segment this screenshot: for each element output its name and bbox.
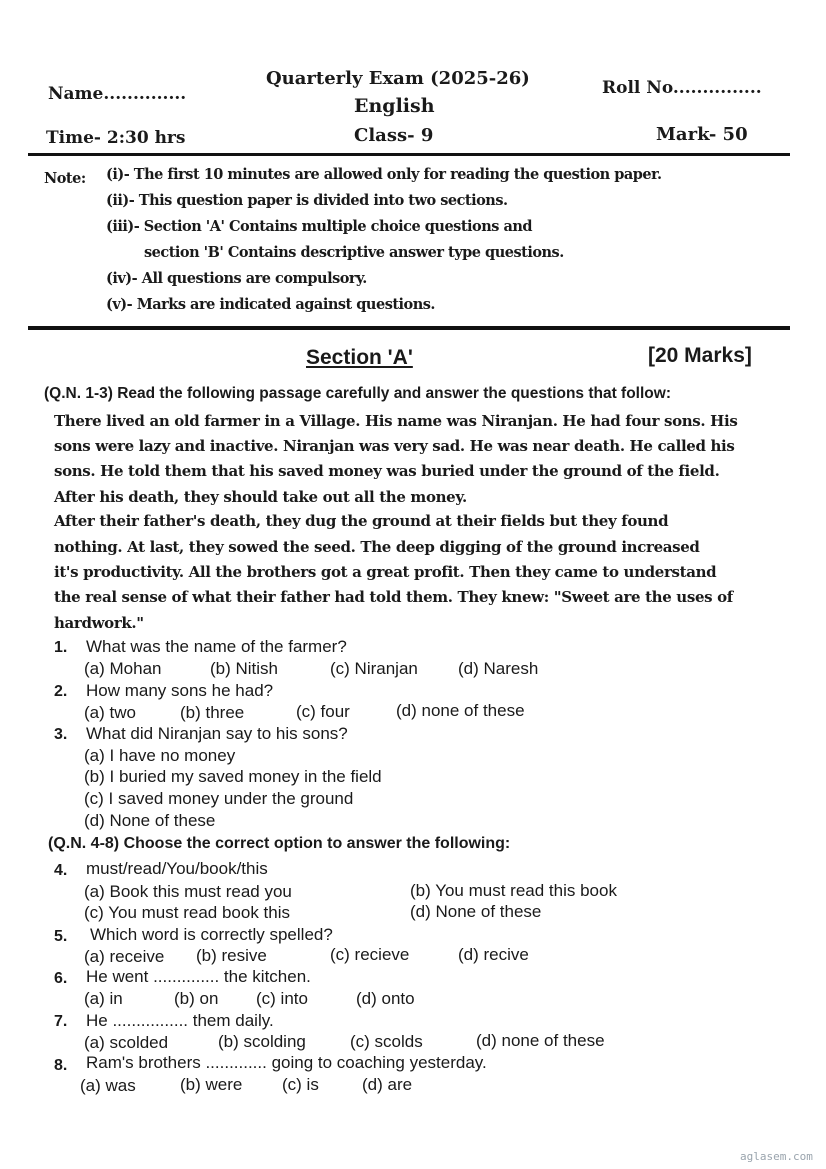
- option: (c) You must read book this: [84, 903, 291, 922]
- passage-line: nothing. At last, they sowed the seed. The deep digging of the ground increased: [54, 538, 700, 556]
- question-text: He ................ them daily.: [86, 1011, 274, 1030]
- option: (a) I have no money: [84, 746, 236, 765]
- watermark: aglasem.com: [740, 1150, 813, 1163]
- grammar-heading: (Q.N. 4-8) Choose the correct option to answer the following:: [48, 835, 511, 852]
- option: (d) Naresh: [458, 659, 539, 678]
- option: (d) recive: [458, 945, 529, 964]
- passage-heading: (Q.N. 1-3) Read the following passage carefully and answer the questions that follow:: [44, 385, 671, 402]
- total-marks: Mark- 50: [656, 124, 748, 145]
- section-a-marks: [20 Marks]: [648, 344, 752, 367]
- option: (d) None of these: [410, 902, 542, 921]
- question-number: 1.: [54, 639, 68, 656]
- question-text: must/read/You/book/this: [86, 859, 268, 878]
- option: (b) resive: [196, 946, 267, 965]
- option: (b) You must read this book: [410, 881, 617, 900]
- option: (c) recieve: [330, 945, 410, 964]
- question-number: 7.: [54, 1013, 68, 1030]
- class-label: Class- 9: [354, 125, 434, 146]
- note-item: (v)- Marks are indicated against questions.: [106, 296, 435, 313]
- option: (d) none of these: [476, 1031, 605, 1050]
- passage-line: hardwork.": [54, 614, 144, 632]
- subject-title: English: [354, 95, 435, 117]
- passage-line: After their father's death, they dug the ground at their fields but they found: [54, 512, 669, 530]
- option: (a) scolded: [84, 1033, 169, 1052]
- option: (d) are: [362, 1075, 413, 1094]
- header-divider: [28, 153, 790, 156]
- option: (b) on: [174, 989, 219, 1008]
- roll-number-label: Roll No...............: [602, 78, 762, 98]
- note-item: (iii)- Section 'A' Contains multiple choice questions and: [106, 218, 533, 235]
- option: (c) Niranjan: [330, 659, 418, 678]
- option: (b) were: [180, 1075, 243, 1094]
- note-item: (iv)- All questions are compulsory.: [106, 270, 367, 287]
- question-text: How many sons he had?: [86, 681, 274, 700]
- question-text: What was the name of the farmer?: [86, 637, 347, 656]
- option: (a) in: [84, 989, 123, 1008]
- passage-line: There lived an old farmer in a Village. His name was Niranjan. He had four sons. His: [54, 412, 738, 430]
- question-number: 6.: [54, 970, 68, 987]
- section-a-title: Section 'A': [306, 346, 413, 369]
- option: (d) onto: [356, 989, 415, 1008]
- option: (b) scolding: [218, 1032, 306, 1051]
- question-number: 3.: [54, 726, 68, 743]
- exam-title: Quarterly Exam (2025-26): [266, 68, 530, 89]
- question-text: What did Niranjan say to his sons?: [86, 724, 348, 743]
- note-label: Note:: [44, 170, 86, 187]
- passage-line: After his death, they should take out all the money.: [54, 488, 467, 506]
- note-item: (i)- The first 10 minutes are allowed only for reading the question paper.: [106, 166, 662, 183]
- option: (c) scolds: [350, 1032, 423, 1051]
- option: (b) Nitish: [210, 659, 279, 678]
- option: (a) two: [84, 703, 136, 722]
- option: (d) none of these: [396, 701, 525, 720]
- option: (a) Book this must read you: [84, 882, 292, 901]
- passage-line: sons. He told them that his saved money was buried under the ground of the field.: [54, 462, 720, 480]
- note-item: (ii)- This question paper is divided into two sections.: [106, 192, 508, 209]
- passage-line: the real sense of what their father had told them. They knew: "Sweet are the uses of: [54, 588, 733, 606]
- option: (c) into: [256, 989, 308, 1008]
- note-item: section 'B' Contains descriptive answer type questions.: [144, 244, 564, 261]
- question-text: Ram's brothers ............. going to coaching yesterday.: [86, 1053, 487, 1072]
- option: (c) I saved money under the ground: [84, 789, 354, 808]
- question-text: He went .............. the kitchen.: [86, 967, 311, 986]
- option: (a) receive: [84, 947, 165, 966]
- option: (a) Mohan: [84, 659, 162, 678]
- passage-line: it's productivity. All the brothers got a great profit. Then they came to understand: [54, 563, 717, 581]
- name-field-label: Name..............: [48, 84, 187, 104]
- notes-divider: [28, 326, 790, 330]
- option: (d) None of these: [84, 811, 216, 830]
- option: (c) is: [282, 1075, 319, 1094]
- question-number: 4.: [54, 862, 68, 879]
- question-number: 2.: [54, 683, 68, 700]
- question-number: 8.: [54, 1057, 68, 1074]
- option: (b) three: [180, 703, 245, 722]
- question-number: 5.: [54, 928, 68, 945]
- option: (a) was: [80, 1076, 136, 1095]
- option: (b) I buried my saved money in the field: [84, 767, 382, 786]
- exam-time: Time- 2:30 hrs: [46, 128, 186, 148]
- question-text: Which word is correctly spelled?: [90, 925, 333, 944]
- passage-line: sons were lazy and inactive. Niranjan was very sad. He was near death. He called his: [54, 437, 735, 455]
- option: (c) four: [296, 702, 350, 721]
